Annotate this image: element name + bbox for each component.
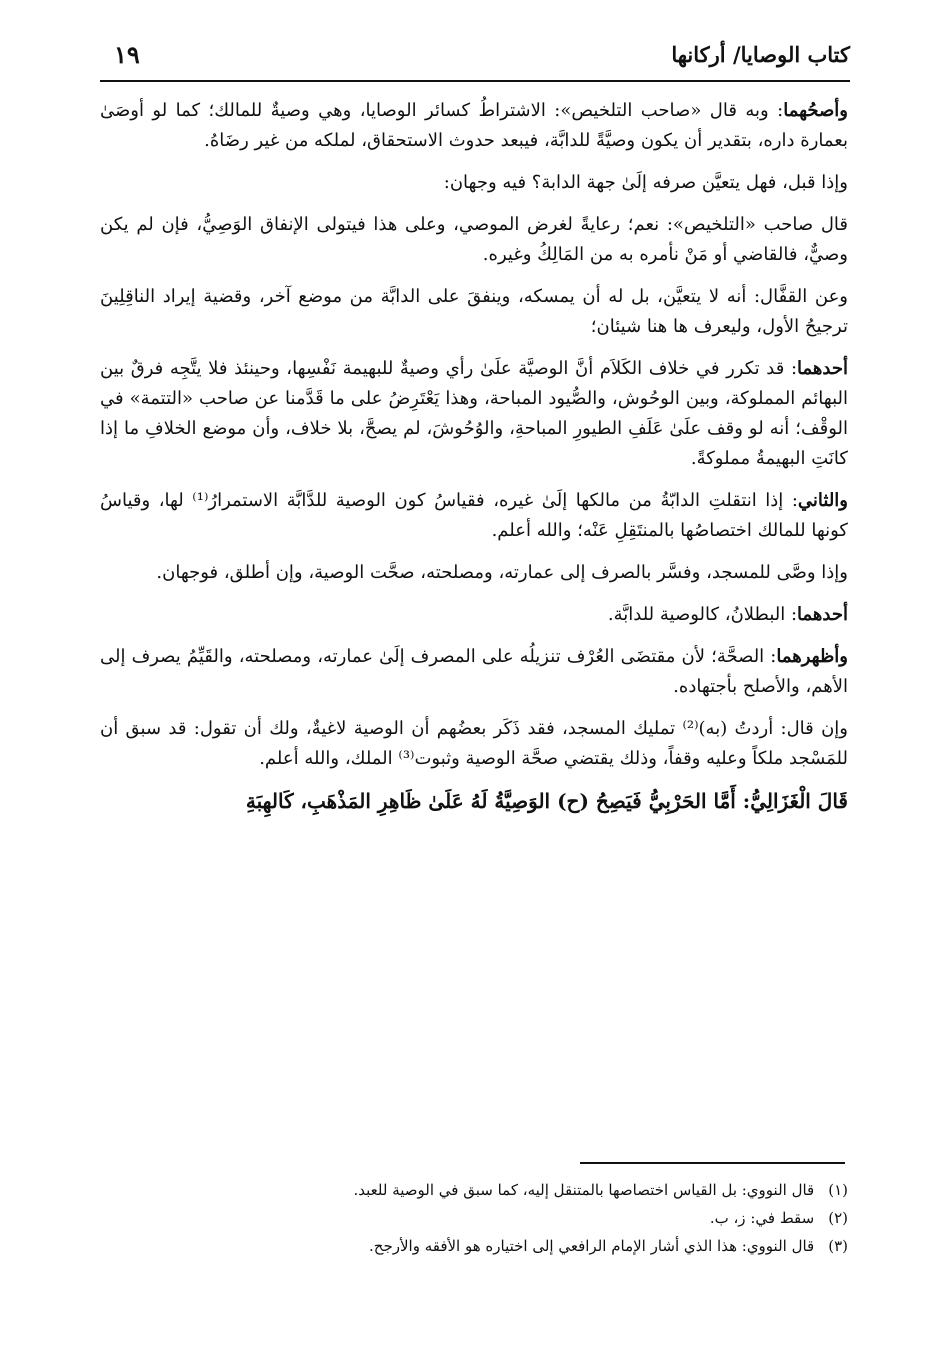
footnote-text: سقط في: ز، ب. <box>709 1209 815 1227</box>
header-rule <box>100 80 850 82</box>
footnotes <box>100 1176 848 1260</box>
paragraph <box>100 486 848 546</box>
paragraph <box>100 210 848 270</box>
paragraph-text: : الصحَّة؛ لأن مقتضَى العُرْف تنزيلُه على المصرف إلَىٰ عمارته، ومصلحته، والقَيِّمُ يصرف إلى الأهم، والأصلح بأجتهاده. <box>100 646 848 697</box>
footnote-number: (٣) <box>828 1237 848 1255</box>
paragraph <box>100 642 848 702</box>
paragraph-text: وإذا وصَّى للمسجد، وفسَّر بالصرف إلى عمارته، ومصلحته، صحَّت الوصية، وإن أطلق، فوجهان. <box>156 562 848 583</box>
paragraph-text: : قد تكرر في خلاف الكَلاَم أنَّ الوصيَّة علَىٰ رأي وصيةٌ للبهيمة نَفْسِها، وحينئذ فلا يتَّجِه فرقٌ بين البهائم المملوكة، وبين الوحُوش، والصُّيود المباحة، وهذا يَعْتَرِضُ على ما قَدَّمنا عن صاحب «التتمة» في الوقْف؛ أنه لو وقف علَىٰ عَلَفِ الطيورِ المباحةِ، والوُحُوشَ، لم يصحَّ، بلا خلاف، وأن موضع الخلافِ ما إذا كانَتِ البهيمةُ مملوكةً. <box>100 358 848 469</box>
paragraph-lead: أحدهما <box>797 604 848 625</box>
footnote-number: (٢) <box>828 1209 848 1227</box>
footnote-text: قال النووي: بل القياس اختصاصها بالمتنقل إليه، كما سبق في الوصية للعبد. <box>353 1181 815 1199</box>
running-header <box>100 38 850 78</box>
paragraph <box>100 600 848 630</box>
paragraph-lead: أحدهما <box>797 358 848 379</box>
paragraph <box>100 714 848 774</box>
paragraph <box>100 558 848 588</box>
main-text <box>100 96 848 828</box>
footnote-rule <box>580 1162 845 1164</box>
paragraph <box>100 96 848 156</box>
paragraph <box>100 354 848 474</box>
page-number: ١٩ <box>114 40 140 69</box>
paragraph-lead: وأظهرهما <box>776 646 848 667</box>
footnote <box>100 1204 848 1232</box>
paragraph-text: وإن قال: أردتُ (به)⁽²⁾ تمليك المسجد، فقد ذَكَر بعضُهم أن الوصية لاغيةٌ، ولك أن تقول: قد سبق أن للمَسْجد ملكاً وعليه وقفاً، وذلك يقتضي صحَّة الوصية وثبوت⁽³⁾ الملك، والله أعلم. <box>100 718 848 769</box>
footnote <box>100 1176 848 1204</box>
footnote-number: (١) <box>828 1181 848 1199</box>
footnote-text: قال النووي: هذا الذي أشار الإمام الرافعي إلى اختياره هو الأفقه والأرجح. <box>369 1237 815 1255</box>
paragraph-text: : وبه قال «صاحب التلخيص»: الاشتراطُ كسائر الوصايا، وهي وصيةٌ للمالك؛ كما لو أوصَىٰ بعمارة داره، بتقدير أن يكون وصيَّةً للدابَّة، فيبعد حدوث الاستحقاق، لملكه من غير رضَاهُ. <box>100 100 848 151</box>
ghazali-quote: قَالَ الْغَزَالِيُّ: أَمَّا الحَرْبِيُّ فَيَصِحُ (ح) الوَصِيَّةُ لَهُ عَلَىٰ ظَاهِرِ المَذْهَبِ، كَالهِبَةِ <box>245 789 848 813</box>
paragraph-text: وإذا قبل، فهل يتعيَّن صرفه إلَىٰ جهة الدابة؟ فيه وجهان: <box>443 172 848 193</box>
paragraph-text: قال صاحب «التلخيص»: نعم؛ رعايةً لغرض الموصي، وعلى هذا فيتولى الإنفاق الوَصِيُّ، فإن لم يكن وصيٌّ، فالقاضي أو مَنْ نأمره به من المَالِكُ وغيره. <box>100 214 848 265</box>
paragraph <box>100 282 848 342</box>
paragraph-text: وعن القفَّال: أنه لا يتعيَّن، بل له أن يمسكه، وينفقَ على الدابَّة من موضع آخر، وقضية إيراد الناقِلِينَ ترجيحُ الأول، وليعرف ها هنا شيئان؛ <box>100 286 848 337</box>
paragraph-text: : البطلانُ، كالوصية للدابَّة. <box>607 604 798 625</box>
paragraph-text: : إذا انتقلتِ الدابّةُ من مالكها إلَىٰ غيره، فقياسُ كون الوصية للدَّابَّة الاستمرارُ⁽¹⁾ لها، وقياسُ كونها للمالك اختصاصُها بالمنتَقِلِ عَنْه؛ والله أعلم. <box>100 490 848 541</box>
paragraph-lead: وأصحُهما <box>783 100 848 121</box>
paragraph <box>100 168 848 198</box>
running-title: كتاب الوصايا/ أركانها <box>671 42 850 67</box>
paragraph-lead: والثاني <box>797 490 848 511</box>
footnote <box>100 1232 848 1260</box>
